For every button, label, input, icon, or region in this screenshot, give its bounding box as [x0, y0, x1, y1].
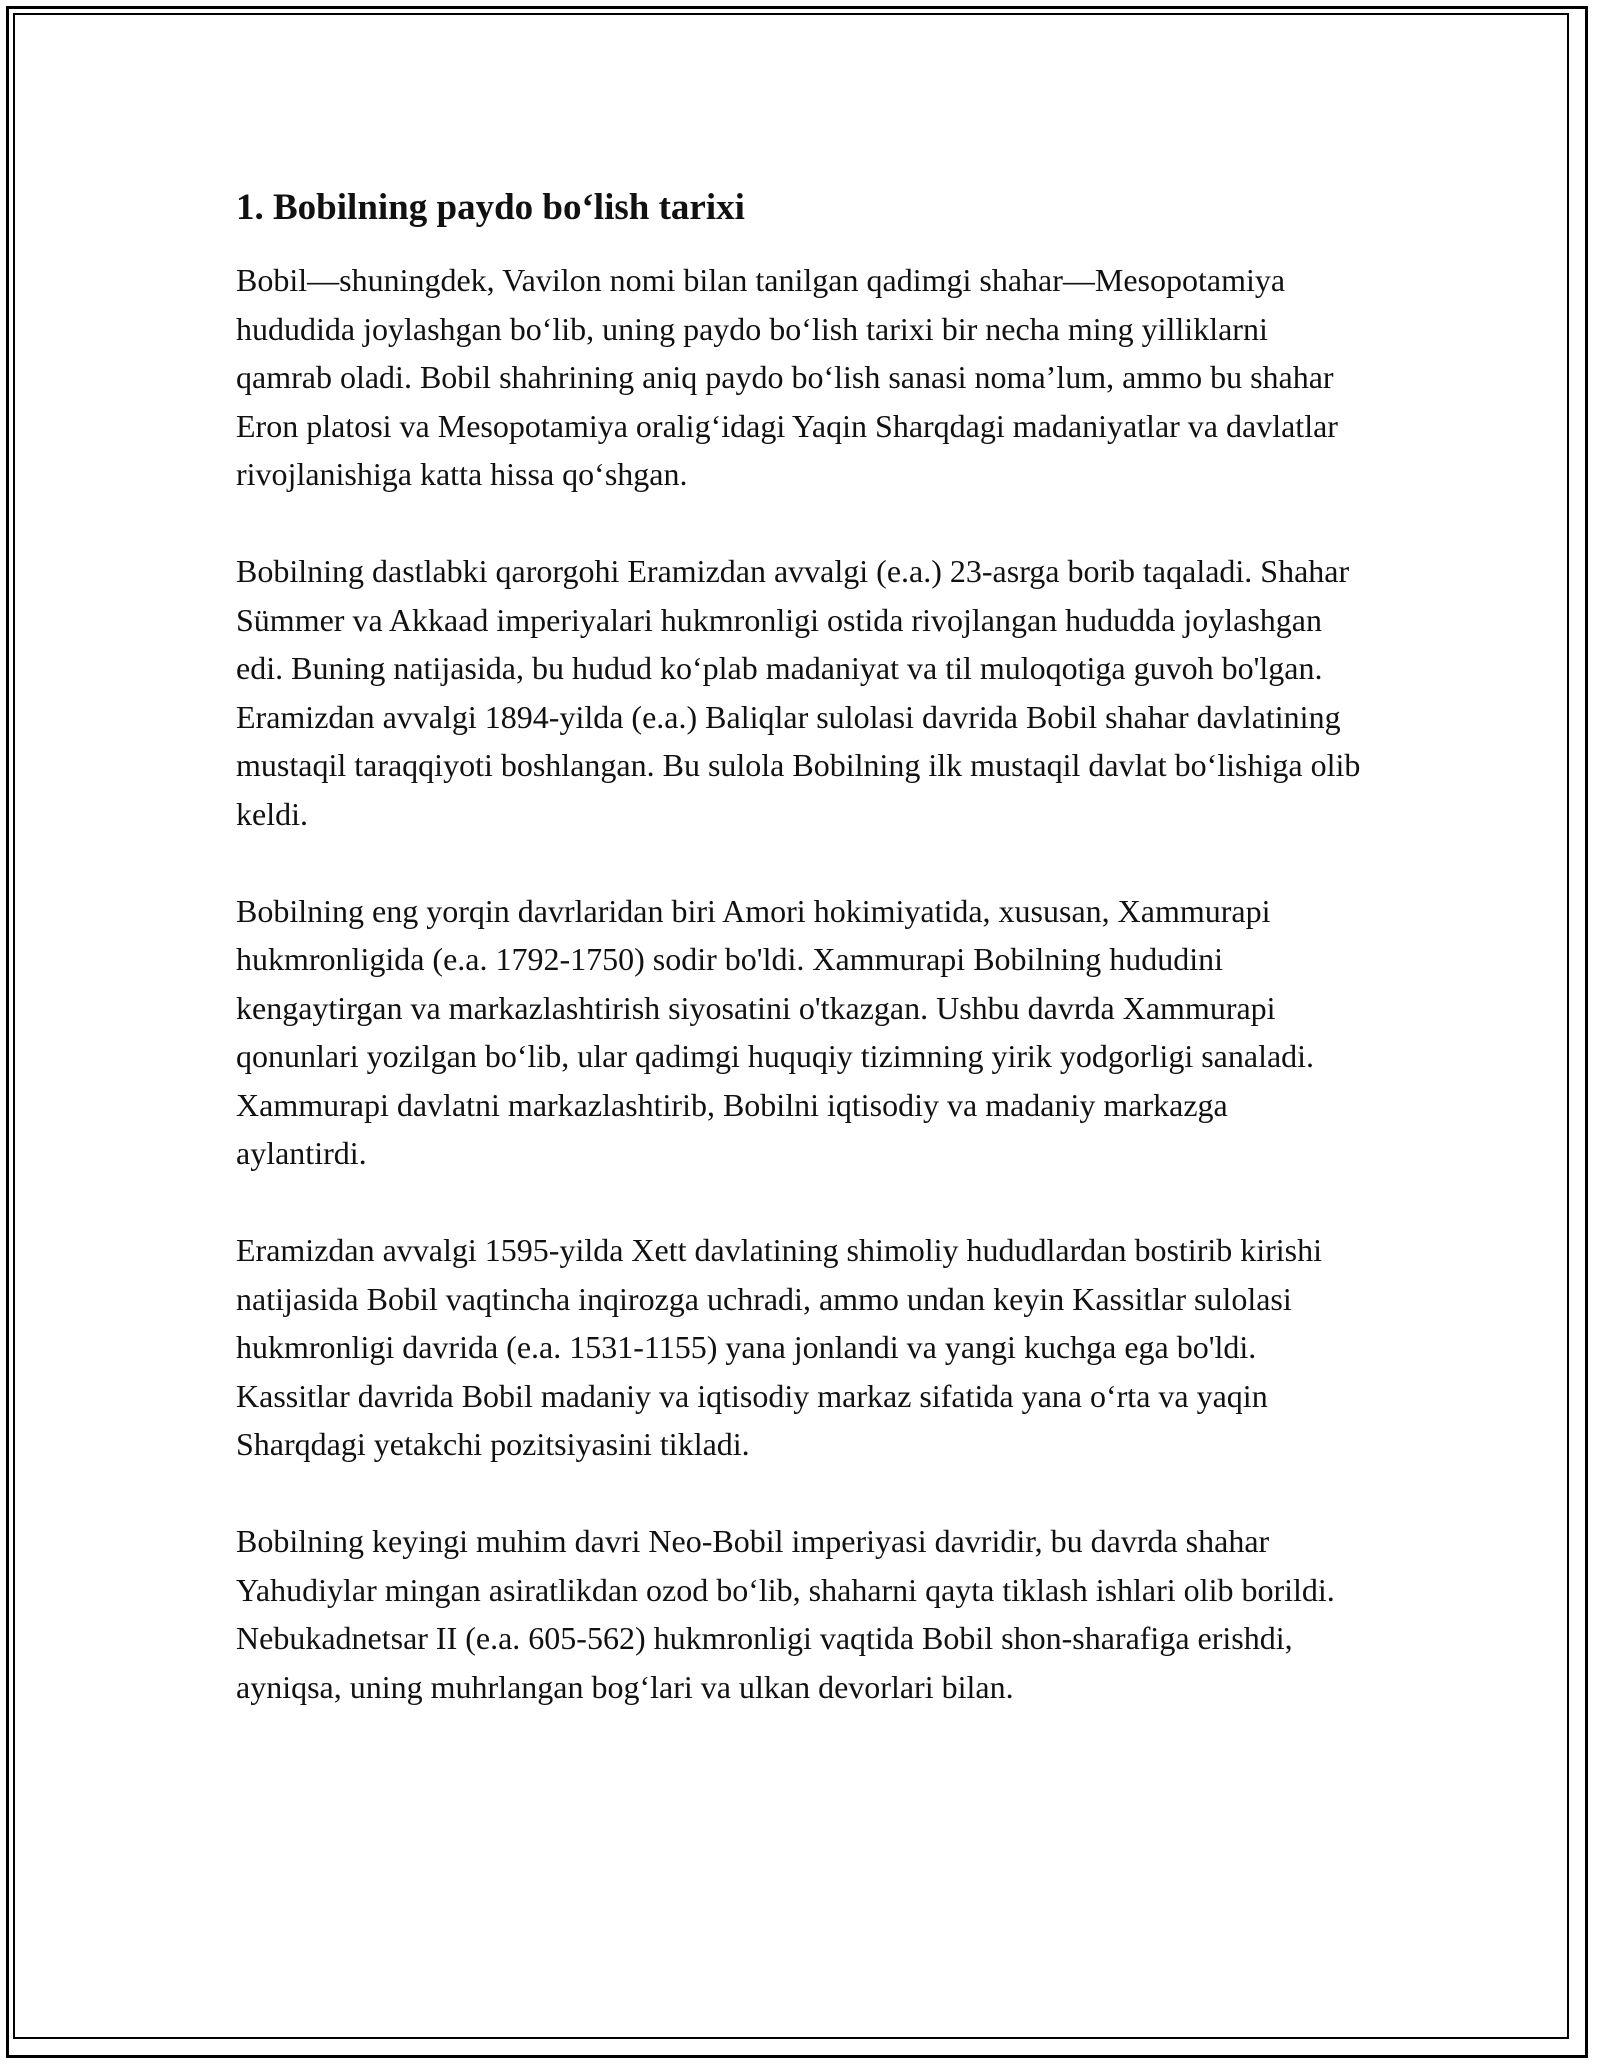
- paragraph-1: Bobil—shuningdek, Vavilon nomi bilan tanilgan qadimgi shahar—Mesopotamiya hududida joylashgan bo‘lib, uning paydo bo‘lish tarixi bir necha ming yilliklarni qamrab oladi. Bobil shahrining aniq paydo bo‘lish sanasi noma’lum, ammo bu shahar Eron platosi va Mesopotamiya oralig‘idagi Yaqin Sharqdagi madaniyatlar va davlatlar rivojlanishiga katta hissa qo‘shgan.: [236, 262, 1338, 492]
- paragraph-3: Bobilning eng yorqin davrlaridan biri Amori hokimiyatida, xususan, Xammurapi hukmronligida (e.a. 1792-1750) sodir bo'ldi. Xammurapi Bobilning hududini kengaytirgan va markazlashtirish siyosatini o'tkazgan. Ushbu davrda Xammurapi qonunlari yozilgan bo‘lib, ular qadimgi huquqiy tizimning yirik yodgorligi sanaladi. Xammurapi davlatni markazlashtirib, Bobilni iqtisodiy va madaniy markazga aylantirdi.: [236, 892, 1315, 1171]
- paragraph-4: Eramizdan avvalgi 1595-yilda Xett davlatining shimoliy hududlardan bostirib kirishi natijasida Bobil vaqtincha inqirozga uchradi, ammo undan keyin Kassitlar sulolasi hukmronligi davrida (e.a. 1531-1155) yana jonlandi va yangi kuchga ega bo'ldi. Kassitlar davrida Bobil madaniy va iqtisodiy markaz sifatida yana o‘rta va yaqin Sharqdagi yetakchi pozitsiyasini tikladi.: [236, 1232, 1323, 1462]
- document-body: [236, 186, 1366, 1760]
- paragraph-5: Bobilning keyingi muhim davri Neo-Bobil imperiyasi davridir, bu davrda shahar Yahudiylar mingan asiratlikdan ozod bo‘lib, shaharni qayta tiklash ishlari olib borildi. Nebukadnetsar II (e.a. 605-562) hukmronligi vaqtida Bobil shon-sharafiga erishdi, ayniqsa, uning muhrlangan bog‘lari va ulkan devorlari bilan.: [236, 1523, 1335, 1705]
- paragraph-2: Bobilning dastlabki qarorgohi Eramizdan avvalgi (e.a.) 23-asrga borib taqaladi. Shahar Sümmer va Akkaad imperiyalari hukmronligi ostida rivojlangan hududda joylashgan edi. Buning natijasida, bu hudud ko‘plab madaniyat va til muloqotiga guvoh bo'lgan. Eramizdan avvalgi 1894-yilda (e.a.) Baliqlar sulolasi davrida Bobil shahar davlatining mustaqil taraqqiyoti boshlangan. Bu sulola Bobilning ilk mustaqil davlat bo‘lishiga olib keldi.: [236, 553, 1361, 832]
- section-heading: 1. Bobilning paydo bo‘lish tarixi: [236, 187, 745, 228]
